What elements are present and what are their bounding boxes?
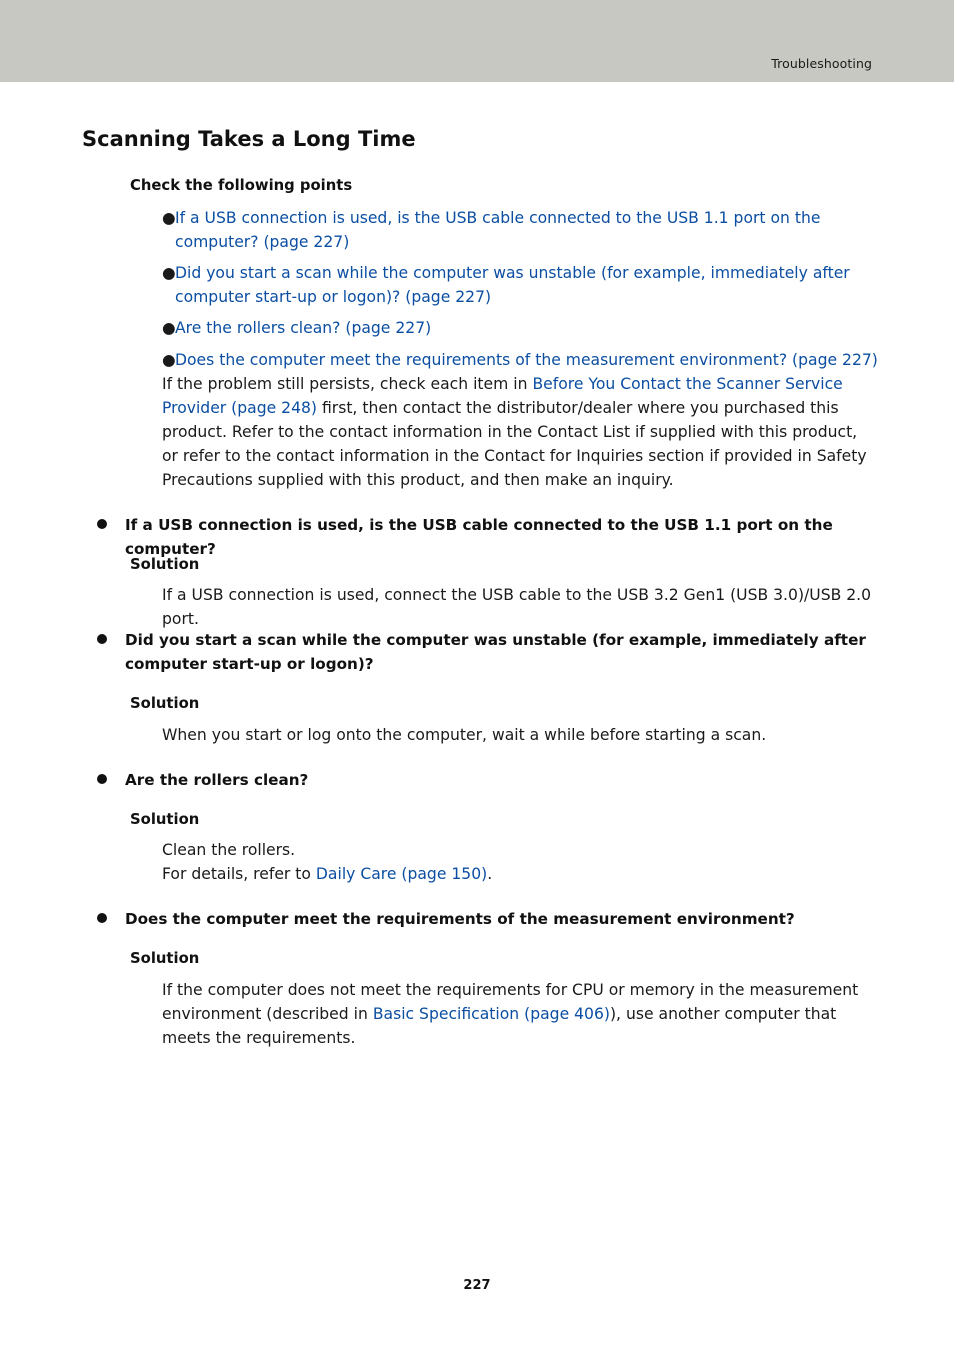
question-bullet-icon bbox=[97, 774, 107, 784]
persist-paragraph bbox=[162, 372, 874, 492]
check-item-text[interactable]: Did you start a scan while the computer was unstable (for example, immediately after computer start-up or logon)? (page 227) bbox=[175, 264, 850, 306]
page-title: Scanning Takes a Long Time bbox=[82, 127, 416, 151]
solution-label: Solution bbox=[130, 556, 200, 573]
question-bullet-icon bbox=[97, 913, 107, 923]
bullet-icon: ● bbox=[162, 319, 176, 337]
solution-rollers bbox=[162, 838, 874, 886]
header-band bbox=[0, 0, 954, 82]
solution-rollers-before: For details, refer to bbox=[162, 865, 316, 883]
page-number: 227 bbox=[463, 1278, 491, 1293]
section-label: Troubleshooting bbox=[771, 56, 872, 71]
solution-label: Solution bbox=[130, 811, 200, 828]
solution-requirements-after: ), use another computer that meets the requirements. bbox=[162, 1005, 837, 1047]
check-item-rollers-link[interactable] bbox=[162, 316, 887, 340]
bullet-icon: ● bbox=[162, 264, 176, 282]
check-item-text[interactable]: Are the rollers clean? (page 227) bbox=[175, 319, 432, 337]
check-item-requirements-link[interactable] bbox=[162, 348, 887, 372]
question-requirements: Does the computer meet the requirements of the measurement environment? bbox=[125, 910, 795, 928]
question-rollers: Are the rollers clean? bbox=[125, 771, 309, 789]
solution-rollers-line1: Clean the rollers. bbox=[162, 841, 296, 859]
solution-usb: If a USB connection is used, connect the USB cable to the USB 3.2 Gen1 (USB 3.0)/USB 2.0 port. bbox=[162, 586, 872, 628]
question-bullet-icon bbox=[97, 519, 107, 529]
question-bullet-icon bbox=[97, 634, 107, 644]
question-unstable: Did you start a scan while the computer was unstable (for example, immediately after computer start-up or logon)? bbox=[125, 631, 866, 673]
solution-requirements-before: If the computer does not meet the requirements for CPU or memory in the measurement environment (described in bbox=[162, 981, 859, 1023]
daily-care-link[interactable]: Daily Care (page 150) bbox=[315, 865, 488, 883]
persist-text-after: first, then contact the distributor/dealer where you purchased this product. Refer to the contact information in the Contact List if supplied with this product, or refer to the contact information in the Contact for Inquiries section if provided in Safety Precautions supplied with this product, and then make an inquiry. bbox=[162, 399, 867, 489]
solution-rollers-after: . bbox=[487, 865, 493, 883]
solution-requirements bbox=[162, 978, 874, 1050]
persist-text-before: If the problem still persists, check each item in bbox=[162, 375, 533, 393]
basic-specification-link[interactable]: Basic Specification (page 406) bbox=[372, 1005, 610, 1023]
bullet-icon: ● bbox=[162, 209, 176, 227]
solution-label: Solution bbox=[130, 950, 200, 967]
question-usb: If a USB connection is used, is the USB cable connected to the USB 1.1 port on the computer? bbox=[125, 516, 833, 558]
check-item-unstable-link[interactable] bbox=[162, 261, 887, 309]
solution-label: Solution bbox=[130, 695, 200, 712]
check-heading: Check the following points bbox=[130, 177, 353, 194]
bullet-icon: ● bbox=[162, 351, 176, 369]
check-item-usb-link[interactable] bbox=[162, 206, 887, 254]
check-item-text[interactable]: Does the computer meet the requirements of the measurement environment? (page 227) bbox=[175, 351, 878, 369]
solution-unstable: When you start or log onto the computer, wait a while before starting a scan. bbox=[162, 726, 767, 744]
check-item-text[interactable]: If a USB connection is used, is the USB cable connected to the USB 1.1 port on the computer? (page 227) bbox=[175, 209, 821, 251]
contact-provider-link[interactable]: Before You Contact the Scanner Service Provider (page 248) bbox=[162, 375, 843, 417]
